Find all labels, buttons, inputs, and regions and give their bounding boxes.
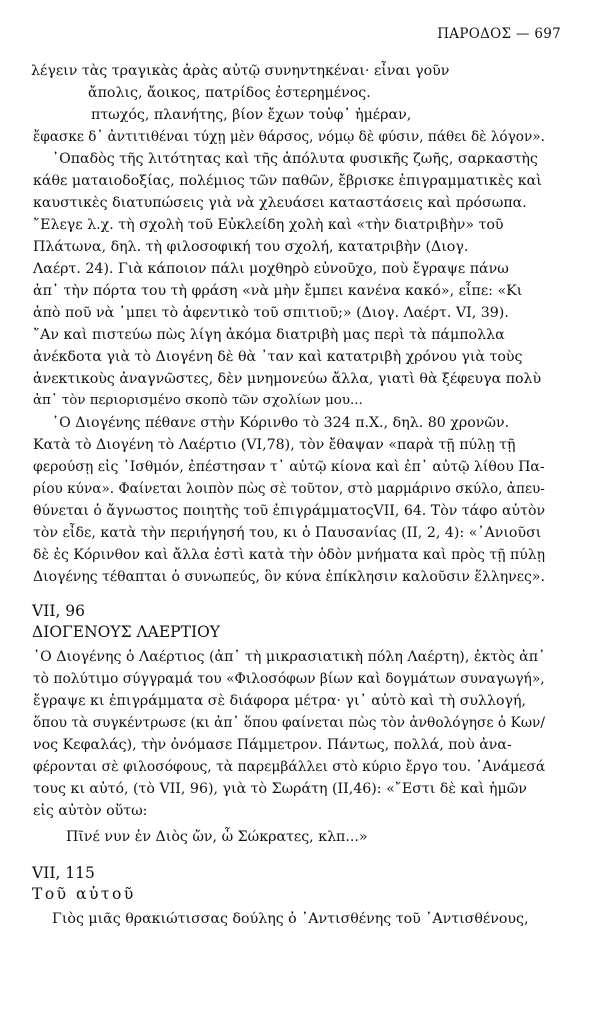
text-line: φέρονται σὲ φιλοσόφους, τὰ παρεμβάλλει στὸ κύριο ἔργο του. ᾽Ανάμεσά: [33, 759, 546, 775]
text-line: ἔγραψε κι ἐπιγράμματα σὲ διάφορα μέτρα· γι᾽ αὐτὸ καὶ τὴ συλλογή,: [33, 693, 527, 709]
quoted-verse: Πῖνέ νυν ἐν Διὸς ὤν, ὦ Σώκρατες, κλπ...»: [66, 829, 368, 845]
text-line: ἀνέκδοτα γιὰ τὸ Διογένη δὲ θὰ ᾽ταν καὶ κατατριβὴ χρόνου γιὰ τοὺς: [33, 349, 523, 365]
text-line: ἀπὸ ποῦ νὰ ᾽μπει τὸ ἀφεντικὸ τοῦ σπιτιοῦ;» (Διογ. Λαέρτ. VI, 39).: [33, 305, 509, 321]
epigram-author: Τοῦ αὐτοῦ: [32, 885, 136, 903]
text-line: ῎Ελεγε λ.χ. τὴ σχολὴ τοῦ Εὐκλείδη χολὴ καὶ «τὴν διατριβὴν» τοῦ: [33, 217, 504, 233]
text-line: ρίου κύνα». Φαίνεται λοιπὸν πὼς σὲ τοῦτον, στὸ μαρμάρινο σκύλο, ἀπευ-: [33, 481, 545, 497]
text-line: ἔφασκε δ᾽ ἀντιτιθέναι τύχῃ μὲν θάρσος, νόμῳ δὲ φύσιν, πάθει δὲ λόγον».: [33, 129, 545, 145]
text-line: ὅπου τὰ συγκέντρωσε (κι ἀπ᾽ ὅπου φαίνεται πὼς τὸν ἀνθολόγησε ὁ Κων/: [33, 715, 546, 731]
verse-line: πτωχός, πλανήτης, βίον ἔχων τοὐφ᾽ ἡμέραν,: [91, 107, 412, 123]
text-line: ῎Αν καὶ πιστεύω πὼς λίγη ἀκόμα διατριβὴ μας περὶ τὰ πάμπολλα: [33, 327, 505, 343]
text-line: κάθε ματαιοδοξίας, πολέμιος τῶν παθῶν, ἔβρισκε ἐπιγραμματικὲς καὶ: [33, 173, 542, 189]
epigram-number: VII, 96: [32, 602, 86, 620]
text-line: ᾽Οπαδὸς τῆς λιτότητας καὶ τῆς ἀπόλυτα φυσικῆς ζωῆς, σαρκαστὴς: [52, 151, 538, 167]
text-line: ἀπ᾽ τὸν περιορισμένο σκοπὸ τῶν σχολίων μου...: [33, 393, 363, 408]
running-header: ΠΑΡΟΔΟΣ — 697: [437, 26, 561, 42]
text-line: Λαέρτ. 24). Γιὰ κάποιον πάλι μοχθηρὸ εὐνοῦχο, ποὺ ἔγραψε πάνω: [33, 261, 509, 277]
text-line: ῾Ο Διογένης ὁ Λαέρτιος (ἀπ᾽ τὴ μικρασιατικὴ πόλη Λαέρτη), ἐκτὸς ἀπ᾽: [33, 649, 546, 665]
text-line: καυστικὲς διατυπώσεις γιὰ νὰ χλευάσει καταστάσεις καὶ πρόσωπα.: [33, 195, 527, 211]
text-line: ῾Ο Διογένης πέθανε στὴν Κόρινθο τὸ 324 π.Χ., δηλ. 80 χρονῶν.: [52, 415, 510, 431]
text-line: τὸ πολύτιμο σύγγραμά του «Φιλοσόφων βίων καὶ δογμάτων συναγωγή»,: [33, 671, 545, 687]
text-line: Διογένης τέθαπται ὁ συνωπεύς, ὃν κύνα ἐπίκλησιν καλοῦσιν ἕλληνες».: [33, 569, 545, 585]
text-line: φερούσῃ εἰς ᾽Ισθμόν, ἐπέστησαν τ᾽ αὐτῷ κίονα καὶ ἐπ᾽ αὐτῷ λίθου Πα-: [33, 459, 545, 475]
text-line: τους κι αὐτό, (τὸ VII, 96), γιὰ τὸ Σωράτη (ΙΙ,46): «῎Εστι δὲ καὶ ἡμῶν: [33, 781, 527, 797]
text-line: Πλάτωνα, δηλ. τὴ φιλοσοφική του σχολή, κατατριβὴν (Διογ.: [33, 239, 469, 255]
text-line: λέγειν τὰς τραγικὰς ἀρὰς αὐτῷ συνηντηκέναι· εἶναι γοῦν: [31, 63, 450, 79]
text-line: ἀπ᾽ τὴν πόρτα του τὴ φράση «νὰ μὴν ἔμπει κανένα κακό», εἶπε: «Κι: [33, 283, 523, 299]
epigram-number: VII, 115: [32, 864, 95, 882]
text-line: τὸν εἶδε, κατὰ τὴν περιήγησή του, κι ὁ Παυσανίας (ΙΙ, 2, 4): «᾽Ανιοῦσι: [33, 525, 542, 541]
text-line: ἀνεκτικοὺς ἀναγνῶστες, δὲν μνημονεύω ἄλλα, γιατὶ θὰ ξέφευγα πολὺ: [33, 371, 542, 387]
text-line: νος Κεφαλάς), τὴν ὀνόμασε Πάμμετρον. Πάντως, πολλά, ποὺ ἀνα-: [33, 737, 512, 753]
text-line: εἰς αὐτὸν οὕτω:: [33, 803, 148, 819]
epigram-author: ΔΙΟΓΕΝΟΥΣ ΛΑΕΡΤΙΟΥ: [32, 623, 221, 641]
text-line: Γιὸς μιᾶς θρακιώτισσας δούλης ὁ ᾽Αντισθένης τοῦ ᾽Αντισθένους,: [52, 911, 529, 927]
verse-line: ἄπολις, ἄοικος, πατρίδος ἐστερημένος.: [88, 85, 371, 101]
text-line: θύνεται ὁ ἄγνωστος ποιητὴς τοῦ ἐπιγράμματοςVII, 64. Τὸν τάφο αὐτὸν: [33, 503, 546, 519]
text-line: δὲ ἐς Κόρινθον καὶ ἄλλα ἐστὶ κατὰ τὴν ὁδὸν μνήματα καὶ πρὸς τῇ πύλῃ: [33, 547, 546, 563]
text-line: Κατὰ τὸ Διογένη τὸ Λαέρτιο (VI,78), τὸν ἔθαψαν «παρὰ τῇ πύλῃ τῇ: [33, 437, 516, 453]
